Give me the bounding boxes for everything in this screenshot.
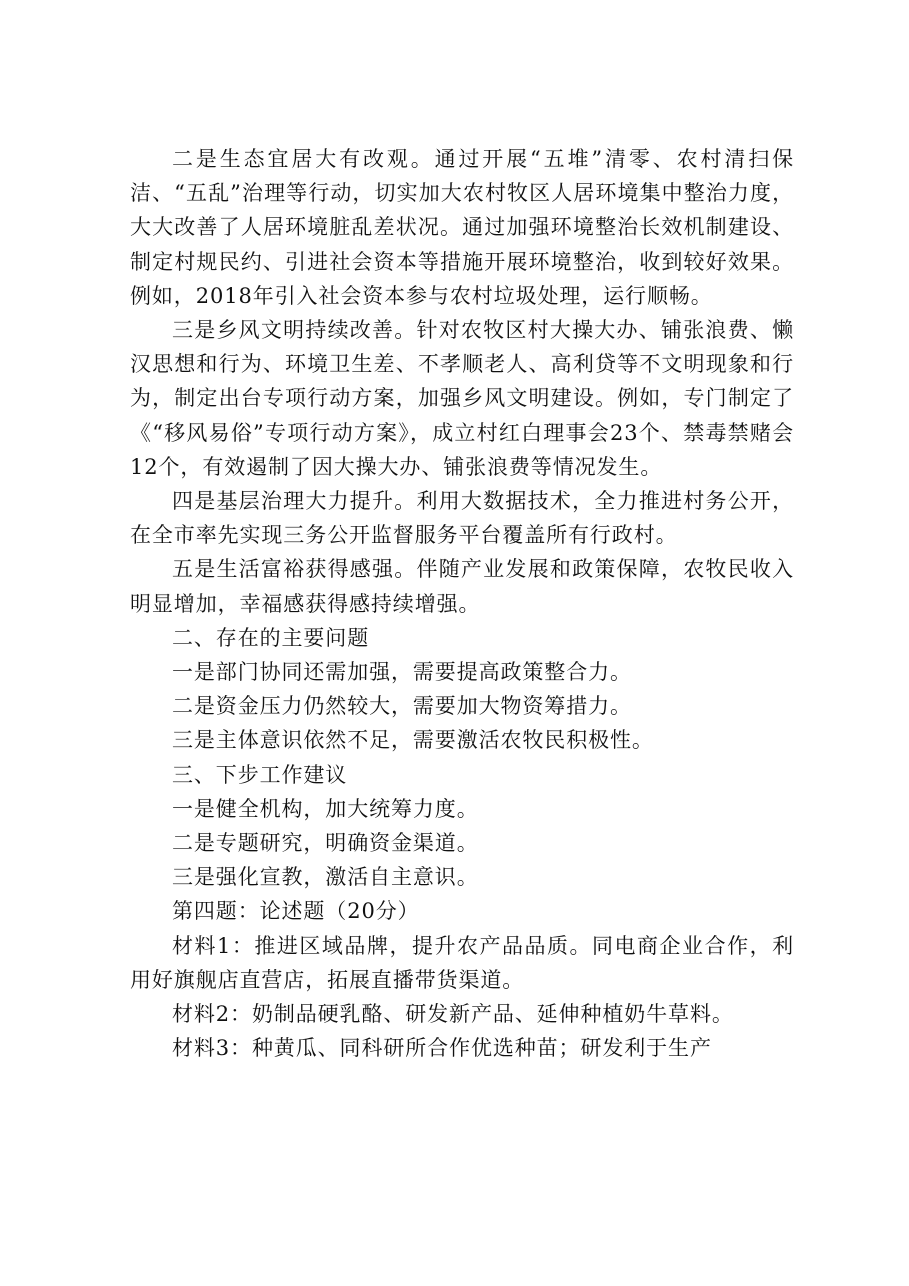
suggestion-item-2: 二是专题研究，明确资金渠道。	[172, 831, 479, 856]
problem-item-3: 三是主体意识依然不足，需要激活农牧民积极性。	[172, 728, 654, 753]
paragraph-governance: 四是基层治理大力提升。利用大数据技术，全力推进村务公开，在全市率先实现三务公开监督服务平台覆盖所有行政村。	[130, 489, 794, 548]
material-3: 材料3：种黄瓜、同科研所合作优选种苗；研发利于生产	[172, 1036, 712, 1061]
material-1: 材料1：推进区域品牌，提升农产品品质。同电商企业合作，利用好旗舰店直营店，拓展直播带货渠道。	[130, 933, 794, 992]
suggestion-item-1: 一是健全机构，加大统筹力度。	[172, 796, 479, 821]
paragraph-prosperity: 五是生活富裕获得感强。伴随产业发展和政策保障，农牧民收入明显增加，幸福感获得感持续增强。	[130, 557, 794, 616]
section-heading-problems: 二、存在的主要问题	[172, 625, 370, 650]
section-heading-suggestions: 三、下步工作建议	[172, 762, 348, 787]
question-heading: 第四题：论述题（20分）	[172, 899, 420, 924]
paragraph-civility: 三是乡风文明持续改善。针对农牧区村大操大办、铺张浪费、懒汉思想和行为、环境卫生差、不孝顺老人、高利贷等不文明现象和行为，制定出台专项行动方案，加强乡风文明建设。例如，专门制定了《“移风易俗”专项行动方案》，成立村红白理事会23个、禁毒禁赌会12个，有效遏制了因大操大办、铺张浪费等情况发生。	[130, 318, 794, 479]
document-body	[130, 142, 794, 1065]
paragraph-ecology: 二是生态宜居大有改观。通过开展“五堆”清零、农村清扫保洁、“五乱”治理等行动，切实加大农村牧区人居环境集中整治力度，大大改善了人居环境脏乱差状况。通过加强环境整治长效机制建设、制定村规民约、引进社会资本等措施开展环境整治，收到较好效果。例如，2018年引入社会资本参与农村垃圾处理，运行顺畅。	[130, 147, 794, 308]
problem-item-1: 一是部门协同还需加强，需要提高政策整合力。	[172, 660, 632, 685]
material-2: 材料2：奶制品硬乳酪、研发新产品、延伸种植奶牛草料。	[172, 1002, 734, 1027]
problem-item-2: 二是资金压力仍然较大，需要加大物资筹措力。	[172, 694, 632, 719]
suggestion-item-3: 三是强化宣教，激活自主意识。	[172, 865, 479, 890]
